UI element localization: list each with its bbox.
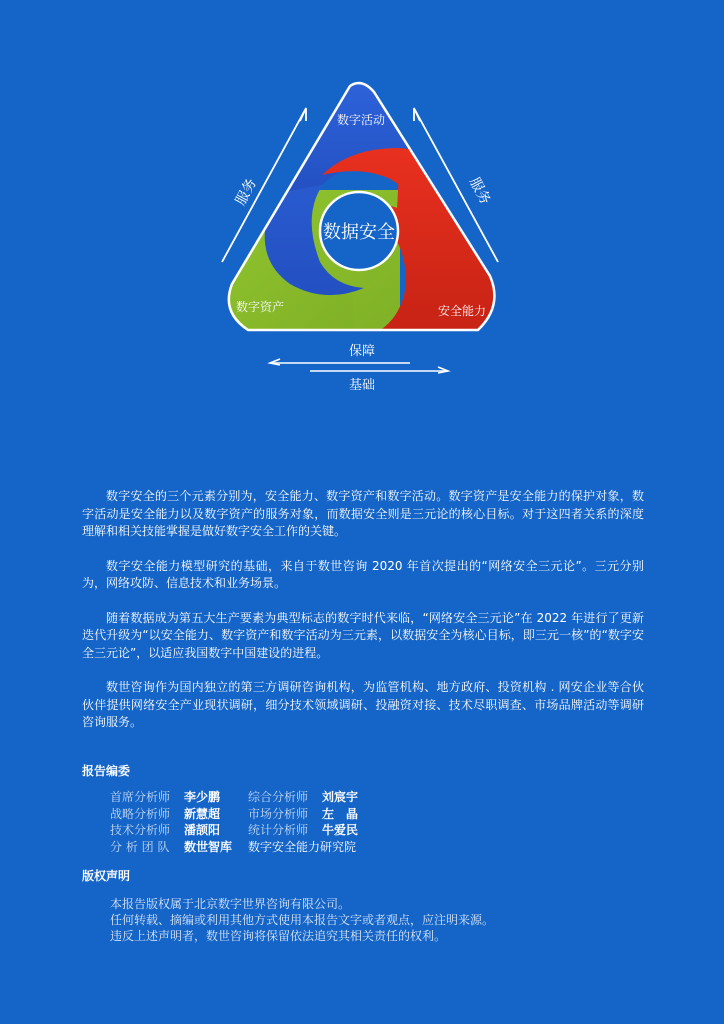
member-name: 李少鹏 xyxy=(184,790,221,804)
committee-row xyxy=(110,789,358,806)
role-label: 市场分析师 xyxy=(248,806,309,821)
member-name: 左 晶 xyxy=(322,806,359,821)
committee-row xyxy=(110,806,358,823)
copyright-text xyxy=(110,896,494,944)
top-label: 数字活动 xyxy=(336,113,386,127)
bottom-arrowhead-right-icon xyxy=(438,367,448,373)
committee-team-row xyxy=(110,839,358,856)
team-name: 数世智库 xyxy=(184,839,233,854)
committee-list xyxy=(110,789,358,855)
team-org: 数字安全能力研究院 xyxy=(248,839,357,854)
member-name: 牛爱民 xyxy=(322,823,359,837)
center-label: 数据安全 xyxy=(323,222,395,243)
member-name: 潘颉阳 xyxy=(184,823,221,837)
copyright-line: 任何转载、摘编或利用其他方式使用本报告文字或者观点，应注明来源。 xyxy=(110,913,495,927)
copyright-line: 违反上述声明者，数世咨询将保留依法追究其相关责任的权利。 xyxy=(110,929,447,943)
paragraph-2: 数字安全能力模型研究的基础，来自于数世咨询 2020 年首次提出的“网络安全三元论”。三元分别为，网络攻防、信息技术和业务场景。 xyxy=(82,558,644,590)
bottom-arrowhead-left-icon xyxy=(270,359,280,365)
team-role-label: 分 析 团 队 xyxy=(110,839,170,854)
paragraph-4: 数世咨询作为国内独立的第三方调研咨询机构，为监管机构、地方政府、投资机构 . 网安企业等合伙伙伴提供网络安全产业现状调研，细分技术领域调研、投融资对接、技术尽职调查、市场品牌活动等调研咨询服务。 xyxy=(82,680,644,729)
role-label: 综合分析师 xyxy=(248,790,309,804)
role-label: 统计分析师 xyxy=(248,823,309,837)
paragraph-1: 数字安全的三个元素分别为，安全能力、数字资产和数字活动。数字资产是安全能力的保护对象，数字活动是安全能力以及数字资产的服务对象，而数据安全则是三元论的核心目标。对于这四者关系的深度理解和相关技能掌握是做好数字安全工作的关键。 xyxy=(82,489,644,538)
bottom-label: 基础 xyxy=(348,378,376,393)
triad-diagram xyxy=(0,0,724,400)
member-name: 新慧超 xyxy=(184,806,221,821)
paragraph-3: 随着数据成为第五大生产要素为典型标志的数字时代来临，“网络安全三元论”在 2022 年进行了更新迭代升级为“以安全能力、数字资产和数字活动为三元素，以数据安全为核心目标，即三元一核”的“数字安全三元论”，以适应我国数字中国建设的进程。 xyxy=(82,610,644,660)
member-name: 刘宸宇 xyxy=(322,790,359,804)
left-arrowhead-icon xyxy=(300,108,306,121)
role-label: 技术分析师 xyxy=(110,823,171,837)
role-label: 首席分析师 xyxy=(110,790,171,804)
committee-title: 报告编委 xyxy=(82,764,131,778)
role-label: 战略分析师 xyxy=(110,806,171,821)
copyright-line: 本报告版权属于北京数字世界咨询有限公司。 xyxy=(110,897,351,911)
bottom-top-label: 保障 xyxy=(348,344,376,359)
left-side-label: 服务 xyxy=(232,176,261,209)
left-label: 数字资产 xyxy=(235,300,285,314)
committee-row xyxy=(110,822,358,839)
body-text xyxy=(82,488,644,749)
right-label: 安全能力 xyxy=(437,304,487,318)
copyright-title: 版权声明 xyxy=(82,869,131,883)
right-arrowhead-icon xyxy=(414,108,420,121)
right-side-label: 服务 xyxy=(465,175,494,208)
